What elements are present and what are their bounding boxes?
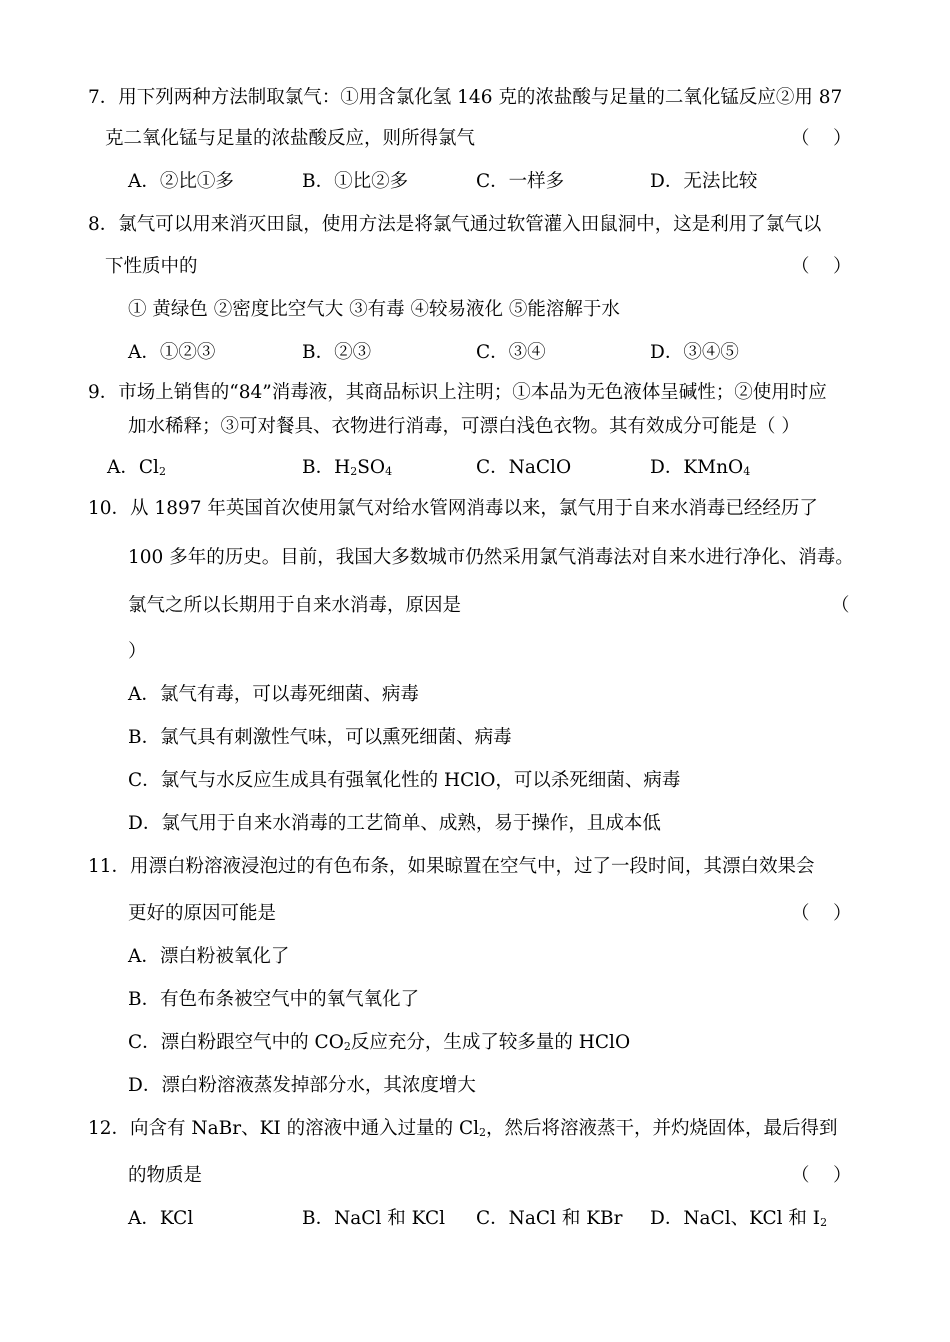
q10-stem-line3: 氯气之所以长期用于自来水消毒，原因是 <box>128 595 462 616</box>
q11-option-d: D．漂白粉溶液蒸发掉部分水，其浓度增大 <box>128 1075 476 1096</box>
q9-option-c: C．NaClO <box>476 457 572 478</box>
q10-answer-paren-open: （ <box>831 595 850 616</box>
q8-option-d: D．③④⑤ <box>650 342 739 363</box>
q7-option-d: D．无法比较 <box>650 171 758 192</box>
q9-option-b: B．$H_2SO_4$ <box>302 457 393 478</box>
q7-option-b: B．①比②多 <box>302 171 409 192</box>
q11-answer-paren: （ ） <box>791 903 852 924</box>
q8-option-a: A．①②③ <box>128 342 216 363</box>
q8-stem-line1: 8．氯气可以用来消灭田鼠，使用方法是将氯气通过软管灌入田鼠洞中，这是利用了氯气以 <box>88 214 822 235</box>
q11-option-b: B．有色布条被空气中的氧气氧化了 <box>128 989 420 1010</box>
q9-option-a: A．$Cl_2$ <box>107 457 166 478</box>
q12-option-c: C．NaCl 和 KBr <box>476 1208 623 1229</box>
q12-answer-paren: （ ） <box>791 1165 852 1186</box>
q9-stem-line1: 9．市场上销售的“84”消毒液，其商品标识上注明；①本品为无色液体呈碱性；②使用时应 <box>88 382 827 403</box>
q12-option-d: D．NaCl、KCl 和 $I_2$ <box>650 1208 828 1229</box>
q11-stem-line2: 更好的原因可能是 <box>128 903 277 924</box>
q10-option-a: A．氯气有毒，可以毒死细菌、病毒 <box>128 684 419 705</box>
q10-answer-paren-close: ） <box>128 641 147 662</box>
q9-stem-line2: 加水稀释；③可对餐具、衣物进行消毒，可漂白浅色衣物。其有效成分可能是（ ） <box>128 416 800 437</box>
q7-stem-line1: 7．用下列两种方法制取氯气：①用含氯化氢 146 克的浓盐酸与足量的二氧化锰反应②用 87 <box>88 87 843 108</box>
q8-properties: ① 黄绿色 ②密度比空气大 ③有毒 ④较易液化 ⑤能溶解于水 <box>128 299 620 320</box>
q9-option-d: D．KMnO$_4$ <box>650 457 751 478</box>
q7-option-a: A．②比①多 <box>128 171 234 192</box>
q8-stem-line2: 下性质中的 <box>105 256 198 277</box>
q8-answer-paren: （ ） <box>791 256 852 277</box>
q12-stem-line2: 的物质是 <box>128 1165 203 1186</box>
q7-answer-paren: （ ） <box>791 128 852 149</box>
q10-stem-line1: 10．从 1897 年英国首次使用氯气对给水管网消毒以来，氯气用于自来水消毒已经经历了 <box>88 498 818 519</box>
q7-option-c: C．一样多 <box>476 171 565 192</box>
q10-option-b: B．氯气具有刺激性气味，可以熏死细菌、病毒 <box>128 727 512 748</box>
q10-option-c: C．氯气与水反应生成具有强氧化性的 HClO，可以杀死细菌、病毒 <box>128 770 681 791</box>
q10-option-d: D．氯气用于自来水消毒的工艺简单、成熟，易于操作，且成本低 <box>128 813 661 834</box>
q11-option-c: C．漂白粉跟空气中的 $CO_2$反应充分，生成了较多量的 HClO <box>128 1032 631 1053</box>
q10-stem-line2: 100 多年的历史。目前，我国大多数城市仍然采用氯气消毒法对自来水进行净化、消毒。 <box>128 547 854 568</box>
q7-stem-line2: 克二氧化锰与足量的浓盐酸反应，则所得氯气 <box>105 128 476 149</box>
q12-option-a: A．KCl <box>128 1208 194 1229</box>
q11-option-a: A．漂白粉被氧化了 <box>128 946 290 967</box>
q8-option-c: C．③④ <box>476 342 546 363</box>
q12-option-b: B．NaCl 和 KCl <box>302 1208 446 1229</box>
q12-stem-line1: 12．向含有 NaBr、KI 的溶液中通入过量的 $Cl_2$，然后将溶液蒸干，并灼烧固体，最后得到 <box>88 1118 838 1139</box>
q8-option-b: B．②③ <box>302 342 372 363</box>
q11-stem-line1: 11．用漂白粉溶液浸泡过的有色布条，如果晾置在空气中，过了一段时间，其漂白效果会 <box>88 856 815 877</box>
